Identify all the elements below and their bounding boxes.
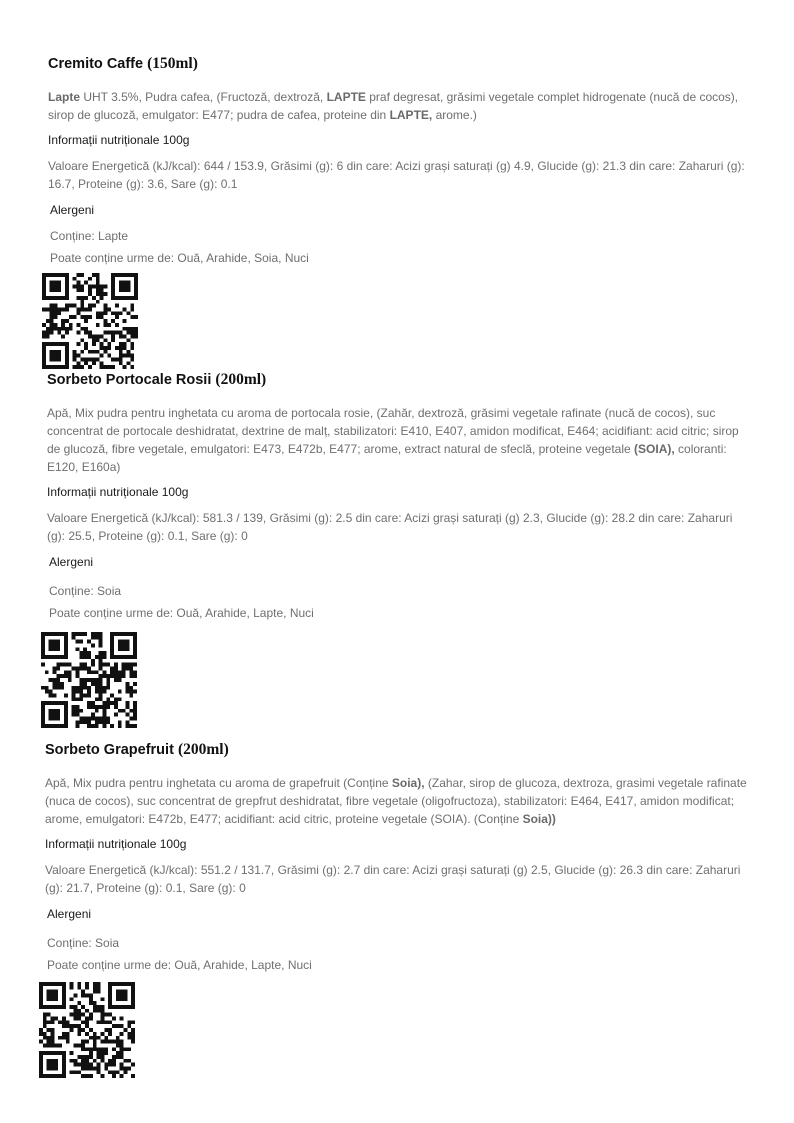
allergen-highlight: Soia), — [391, 776, 425, 790]
ingredient-segment: Apă, Mix pudra pentru inghetata cu aroma de portocala rosie, (Zahăr, dextroză, grăsimi vegetale rafinate (nucă de cocos), suc concentrat de portocale deshidratat, dextrine de malț, stabilizatori: E410, E407, amidon modificat, E464; acidifiant: acid citric; sirop de glucoză, fibre vegetale, emulgatori: E473, E472b, E477; arome, extract natural de sfeclă, proteine vegetale — [47, 406, 739, 456]
may-contain-text: Poate conține urme de: Ouă, Arahide, Soia, Nuci — [50, 251, 309, 265]
nutrition-label: Informații nutriționale 100g — [48, 133, 190, 147]
ingredient-segment: praf degresat, grăsimi vegetale complet hidrogenate (nucă de cocos), sirop de glucoză, emulgator: E477; pudra de cafea, proteine din — [48, 90, 739, 122]
ingredients-text — [48, 88, 753, 124]
allergen-highlight: Lapte — [48, 90, 81, 104]
product-card — [48, 54, 753, 369]
may-contain-text: Poate conține urme de: Ouă, Arahide, Lapte, Nuci — [49, 606, 314, 620]
qr-code-icon — [39, 982, 135, 1078]
nutrition-label: Informații nutriționale 100g — [45, 837, 187, 851]
product-size: (150ml) — [147, 55, 198, 72]
product-title — [45, 740, 750, 760]
nutrition-values: Valoare Energetică (kJ/kcal): 581.3 / 139, Grăsimi (g): 2.5 din care: Acizi grași saturați (g) 2.3, Glucide (g): 28.2 din care: Zaharuri (g): 25.5, Proteine (g): 0.1, Sare (g): 0 — [47, 511, 733, 543]
allergen-highlight: LAPTE, — [389, 108, 433, 122]
product-title — [48, 54, 753, 74]
product-name: Sorbeto Grapefruit — [45, 742, 174, 758]
allergens-label: Alergeni — [50, 203, 95, 217]
product-name: Cremito Caffe — [48, 56, 144, 72]
ingredients-text — [47, 404, 752, 476]
qr-code-icon — [42, 273, 138, 369]
product-name: Sorbeto Portocale Rosii — [47, 372, 212, 388]
product-size: (200ml) — [177, 741, 229, 758]
product-title — [47, 370, 752, 390]
nutrition-values: Valoare Energetică (kJ/kcal): 644 / 153.9, Grăsimi (g): 6 din care: Acizi grași saturați (g) 4.9, Glucide (g): 21.3 din care: Zaharuri (g): 16.7, Proteine (g): 3.6, Sare (g): 0.1 — [48, 159, 745, 191]
allergen-highlight: Soia)) — [522, 812, 556, 826]
ingredients-text — [45, 774, 750, 828]
contains-text: Conține: Soia — [49, 584, 122, 598]
product-card — [45, 740, 750, 1078]
ingredient-segment: Apă, Mix pudra pentru inghetata cu aroma de grapefruit (Conține — [45, 776, 392, 790]
ingredient-segment: UHT 3.5%, Pudra cafea, (Fructoză, dextroză, — [80, 90, 327, 104]
contains-text: Conține: Soia — [47, 936, 120, 950]
allergen-highlight: (SOIA), — [634, 442, 675, 456]
allergens-label: Alergeni — [47, 907, 92, 921]
nutrition-values: Valoare Energetică (kJ/kcal): 551.2 / 131.7, Grăsimi (g): 2.7 din care: Acizi grași saturați (g) 2.5, Glucide (g): 26.3 din care: Zaharuri (g): 21.7, Proteine (g): 0.1, Sare (g): 0 — [45, 863, 741, 895]
product-size: (200ml) — [215, 371, 267, 388]
nutrition-label: Informații nutriționale 100g — [47, 485, 189, 499]
may-contain-text: Poate conține urme de: Ouă, Arahide, Lapte, Nuci — [47, 958, 312, 972]
contains-text: Conține: Lapte — [50, 229, 129, 243]
ingredient-segment: arome.) — [432, 108, 477, 122]
ingredient-segment: coloranti: E120, E160a) — [47, 442, 727, 474]
qr-code-icon — [41, 632, 137, 728]
product-card — [47, 370, 752, 728]
allergens-label: Alergeni — [49, 555, 94, 569]
ingredient-segment: (Zahar, sirop de glucoza, dextroza, grasimi vegetale rafinate (nuca de cocos), suc concentrat de grepfrut deshidratat, fibre vegetale (oligofructoza), stabilizatori: E464, E417, amidon modificat; arome, emulgatori: E472b, E477; acidifiant: acid citric, proteine vegetale (SOIA). (Conține — [45, 776, 747, 826]
allergen-highlight: LAPTE — [326, 90, 366, 104]
